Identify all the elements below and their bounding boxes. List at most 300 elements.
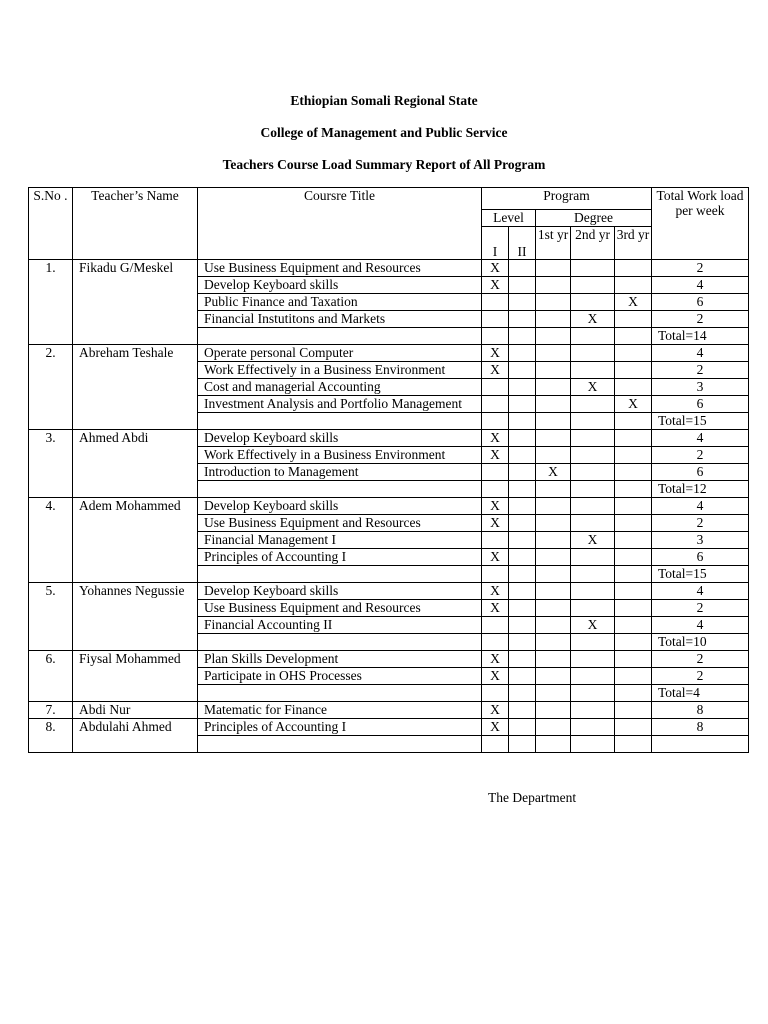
program-mark-cell-y3 bbox=[615, 430, 652, 447]
program-mark-cell-i bbox=[482, 413, 509, 430]
sno-cell bbox=[29, 447, 73, 464]
program-mark-cell-ii bbox=[509, 498, 536, 515]
sno-cell bbox=[29, 668, 73, 685]
course-title-cell: Develop Keyboard skills bbox=[198, 277, 482, 294]
program-mark-cell-y3: X bbox=[615, 294, 652, 311]
program-mark-cell-y1 bbox=[536, 311, 571, 328]
program-mark-cell-y1 bbox=[536, 685, 571, 702]
program-mark-cell-i: X bbox=[482, 651, 509, 668]
program-mark-cell-y3 bbox=[615, 634, 652, 651]
sno-cell bbox=[29, 413, 73, 430]
program-mark-cell-y1 bbox=[536, 260, 571, 277]
course-title-cell: Financial Accounting II bbox=[198, 617, 482, 634]
course-title-cell bbox=[198, 566, 482, 583]
sno-cell bbox=[29, 600, 73, 617]
sno-cell bbox=[29, 294, 73, 311]
program-mark-cell-y1 bbox=[536, 277, 571, 294]
header-program: Program bbox=[482, 188, 652, 210]
teacher-name-cell bbox=[73, 481, 198, 498]
program-mark-cell-y1 bbox=[536, 617, 571, 634]
program-mark-cell-y1 bbox=[536, 736, 571, 753]
teacher-name-cell: Abdulahi Ahmed bbox=[73, 719, 198, 736]
teacher-name-cell bbox=[73, 447, 198, 464]
program-mark-cell-ii bbox=[509, 532, 536, 549]
program-mark-cell-y2 bbox=[571, 277, 615, 294]
course-title-cell: Cost and managerial Accounting bbox=[198, 379, 482, 396]
program-mark-cell-y2: X bbox=[571, 311, 615, 328]
program-mark-cell-i bbox=[482, 464, 509, 481]
program-mark-cell-ii bbox=[509, 396, 536, 413]
program-mark-cell-y3 bbox=[615, 260, 652, 277]
table-row bbox=[29, 362, 749, 379]
table-row bbox=[29, 311, 749, 328]
sno-cell: 8. bbox=[29, 719, 73, 736]
course-load-table bbox=[28, 187, 749, 753]
program-mark-cell-y2 bbox=[571, 736, 615, 753]
program-mark-cell-ii bbox=[509, 481, 536, 498]
program-mark-cell-y3 bbox=[615, 362, 652, 379]
program-mark-cell-y3 bbox=[615, 583, 652, 600]
program-mark-cell-y2: X bbox=[571, 617, 615, 634]
total-load-cell: Total=10 bbox=[652, 634, 749, 651]
program-mark-cell-i bbox=[482, 311, 509, 328]
program-mark-cell-y1 bbox=[536, 430, 571, 447]
teacher-name-cell bbox=[73, 379, 198, 396]
program-mark-cell-ii bbox=[509, 294, 536, 311]
sno-cell bbox=[29, 362, 73, 379]
program-mark-cell-i: X bbox=[482, 549, 509, 566]
header-2nd-yr: 2nd yr bbox=[571, 227, 615, 260]
program-mark-cell-y2 bbox=[571, 566, 615, 583]
program-mark-cell-y3: X bbox=[615, 396, 652, 413]
work-load-cell: 8 bbox=[652, 702, 749, 719]
program-mark-cell-ii bbox=[509, 345, 536, 362]
work-load-cell bbox=[652, 736, 749, 753]
sno-cell: 7. bbox=[29, 702, 73, 719]
program-mark-cell-y1 bbox=[536, 413, 571, 430]
program-mark-cell-ii bbox=[509, 464, 536, 481]
program-mark-cell-i bbox=[482, 532, 509, 549]
course-title-cell: Participate in OHS Processes bbox=[198, 668, 482, 685]
program-mark-cell-y2 bbox=[571, 447, 615, 464]
teacher-name-cell bbox=[73, 549, 198, 566]
course-title-cell bbox=[198, 736, 482, 753]
total-row bbox=[29, 328, 749, 345]
program-mark-cell-i bbox=[482, 634, 509, 651]
work-load-cell: 6 bbox=[652, 549, 749, 566]
course-title-cell bbox=[198, 413, 482, 430]
program-mark-cell-ii bbox=[509, 379, 536, 396]
sno-cell bbox=[29, 549, 73, 566]
work-load-cell: 6 bbox=[652, 396, 749, 413]
table-row bbox=[29, 515, 749, 532]
program-mark-cell-y3 bbox=[615, 515, 652, 532]
program-mark-cell-i: X bbox=[482, 719, 509, 736]
program-mark-cell-y2 bbox=[571, 515, 615, 532]
sno-cell bbox=[29, 566, 73, 583]
teacher-name-cell bbox=[73, 294, 198, 311]
program-mark-cell-y1 bbox=[536, 549, 571, 566]
program-mark-cell-ii bbox=[509, 668, 536, 685]
program-mark-cell-ii bbox=[509, 702, 536, 719]
report-title: Teachers Course Load Summary Report of All Program bbox=[222, 157, 546, 172]
program-mark-cell-y3 bbox=[615, 447, 652, 464]
program-mark-cell-i bbox=[482, 481, 509, 498]
table-row bbox=[29, 277, 749, 294]
teacher-name-cell bbox=[73, 311, 198, 328]
course-title-cell: Develop Keyboard skills bbox=[198, 430, 482, 447]
program-mark-cell-i: X bbox=[482, 447, 509, 464]
header-course-title: Coursre Title bbox=[198, 188, 482, 260]
work-load-cell: 3 bbox=[652, 532, 749, 549]
program-mark-cell-ii bbox=[509, 430, 536, 447]
course-title-cell: Develop Keyboard skills bbox=[198, 498, 482, 515]
header-3rd-yr: 3rd yr bbox=[615, 227, 652, 260]
program-mark-cell-i: X bbox=[482, 583, 509, 600]
program-mark-cell-ii bbox=[509, 447, 536, 464]
program-mark-cell-y3 bbox=[615, 651, 652, 668]
teacher-name-cell bbox=[73, 328, 198, 345]
program-mark-cell-y1 bbox=[536, 362, 571, 379]
program-mark-cell-y1 bbox=[536, 515, 571, 532]
teacher-name-cell bbox=[73, 277, 198, 294]
teacher-name-cell bbox=[73, 566, 198, 583]
program-mark-cell-ii bbox=[509, 549, 536, 566]
header-teacher-name: Teacher’s Name bbox=[73, 188, 198, 260]
total-row bbox=[29, 481, 749, 498]
program-mark-cell-ii bbox=[509, 719, 536, 736]
sno-cell bbox=[29, 685, 73, 702]
program-mark-cell-y3 bbox=[615, 549, 652, 566]
program-mark-cell-y2 bbox=[571, 549, 615, 566]
work-load-cell: 8 bbox=[652, 719, 749, 736]
table-row bbox=[29, 430, 749, 447]
program-mark-cell-y1 bbox=[536, 719, 571, 736]
work-load-cell: 4 bbox=[652, 617, 749, 634]
program-mark-cell-y1 bbox=[536, 345, 571, 362]
program-mark-cell-y2 bbox=[571, 600, 615, 617]
table-row bbox=[29, 379, 749, 396]
total-row bbox=[29, 413, 749, 430]
sno-cell bbox=[29, 328, 73, 345]
program-mark-cell-i bbox=[482, 736, 509, 753]
program-mark-cell-ii bbox=[509, 413, 536, 430]
teacher-name-cell bbox=[73, 617, 198, 634]
program-mark-cell-y1 bbox=[536, 634, 571, 651]
teacher-name-cell: Fikadu G/Meskel bbox=[73, 260, 198, 277]
program-mark-cell-y2 bbox=[571, 413, 615, 430]
total-load-cell: Total=15 bbox=[652, 413, 749, 430]
program-mark-cell-i: X bbox=[482, 515, 509, 532]
table-row bbox=[29, 736, 749, 753]
program-mark-cell-y3 bbox=[615, 532, 652, 549]
program-mark-cell-y3 bbox=[615, 600, 652, 617]
course-title-cell: Public Finance and Taxation bbox=[198, 294, 482, 311]
course-title-cell: Use Business Equipment and Resources bbox=[198, 260, 482, 277]
work-load-cell: 2 bbox=[652, 668, 749, 685]
footer-signature: The Department bbox=[488, 790, 577, 805]
table-row bbox=[29, 447, 749, 464]
table-body bbox=[29, 260, 749, 753]
table-row bbox=[29, 702, 749, 719]
header-level-ii: II bbox=[509, 227, 536, 260]
program-mark-cell-y2 bbox=[571, 498, 615, 515]
program-mark-cell-y1 bbox=[536, 498, 571, 515]
table-row bbox=[29, 464, 749, 481]
program-mark-cell-ii bbox=[509, 515, 536, 532]
program-mark-cell-i bbox=[482, 617, 509, 634]
program-mark-cell-y2 bbox=[571, 396, 615, 413]
program-mark-cell-y2 bbox=[571, 430, 615, 447]
program-mark-cell-y2 bbox=[571, 634, 615, 651]
course-title-cell: Investment Analysis and Portfolio Management bbox=[198, 396, 482, 413]
course-title-cell: Use Business Equipment and Resources bbox=[198, 600, 482, 617]
sno-cell bbox=[29, 736, 73, 753]
course-title-cell: Work Effectively in a Business Environment bbox=[198, 447, 482, 464]
program-mark-cell-y1 bbox=[536, 396, 571, 413]
teacher-name-cell bbox=[73, 532, 198, 549]
work-load-cell: 4 bbox=[652, 430, 749, 447]
program-mark-cell-y2 bbox=[571, 345, 615, 362]
sno-cell bbox=[29, 379, 73, 396]
program-mark-cell-y1 bbox=[536, 583, 571, 600]
header-level: Level bbox=[482, 210, 536, 227]
work-load-cell: 2 bbox=[652, 260, 749, 277]
program-mark-cell-i: X bbox=[482, 498, 509, 515]
program-mark-cell-y1 bbox=[536, 328, 571, 345]
program-mark-cell-y2 bbox=[571, 583, 615, 600]
program-mark-cell-ii bbox=[509, 277, 536, 294]
sno-cell: 5. bbox=[29, 583, 73, 600]
teacher-name-cell bbox=[73, 600, 198, 617]
course-title-cell: Operate personal Computer bbox=[198, 345, 482, 362]
program-mark-cell-y3 bbox=[615, 413, 652, 430]
program-mark-cell-i bbox=[482, 566, 509, 583]
work-load-cell: 2 bbox=[652, 600, 749, 617]
teacher-name-cell bbox=[73, 362, 198, 379]
work-load-cell: 4 bbox=[652, 345, 749, 362]
program-mark-cell-ii bbox=[509, 617, 536, 634]
program-mark-cell-i bbox=[482, 379, 509, 396]
sno-cell bbox=[29, 464, 73, 481]
teacher-name-cell bbox=[73, 464, 198, 481]
program-mark-cell-y1 bbox=[536, 668, 571, 685]
program-mark-cell-i bbox=[482, 328, 509, 345]
total-row bbox=[29, 566, 749, 583]
course-title-cell: Matematic for Finance bbox=[198, 702, 482, 719]
program-mark-cell-i: X bbox=[482, 430, 509, 447]
course-title-cell bbox=[198, 634, 482, 651]
teacher-name-cell bbox=[73, 634, 198, 651]
program-mark-cell-y1: X bbox=[536, 464, 571, 481]
course-title-cell: Work Effectively in a Business Environment bbox=[198, 362, 482, 379]
header-level-i: I bbox=[482, 227, 509, 260]
program-mark-cell-i: X bbox=[482, 362, 509, 379]
header-1st-yr: 1st yr bbox=[536, 227, 571, 260]
course-title-cell bbox=[198, 481, 482, 498]
program-mark-cell-ii bbox=[509, 260, 536, 277]
course-title-cell: Introduction to Management bbox=[198, 464, 482, 481]
work-load-cell: 2 bbox=[652, 447, 749, 464]
college-title: College of Management and Public Service bbox=[260, 125, 508, 140]
program-mark-cell-y2: X bbox=[571, 532, 615, 549]
teacher-name-cell bbox=[73, 413, 198, 430]
program-mark-cell-y1 bbox=[536, 379, 571, 396]
total-load-cell: Total=12 bbox=[652, 481, 749, 498]
header-degree: Degree bbox=[536, 210, 652, 227]
teacher-name-cell bbox=[73, 668, 198, 685]
sno-cell: 4. bbox=[29, 498, 73, 515]
table-row bbox=[29, 396, 749, 413]
program-mark-cell-y3 bbox=[615, 311, 652, 328]
course-title-cell bbox=[198, 685, 482, 702]
program-mark-cell-ii bbox=[509, 362, 536, 379]
program-mark-cell-i: X bbox=[482, 600, 509, 617]
table-row bbox=[29, 583, 749, 600]
work-load-cell: 3 bbox=[652, 379, 749, 396]
teacher-name-cell: Abreham Teshale bbox=[73, 345, 198, 362]
program-mark-cell-y2 bbox=[571, 685, 615, 702]
work-load-cell: 6 bbox=[652, 294, 749, 311]
program-mark-cell-ii bbox=[509, 583, 536, 600]
work-load-cell: 2 bbox=[652, 362, 749, 379]
program-mark-cell-y2 bbox=[571, 481, 615, 498]
program-mark-cell-y2 bbox=[571, 668, 615, 685]
teacher-name-cell: Yohannes Negussie bbox=[73, 583, 198, 600]
course-title-cell: Financial Instutitons and Markets bbox=[198, 311, 482, 328]
course-title-cell: Use Business Equipment and Resources bbox=[198, 515, 482, 532]
program-mark-cell-y2 bbox=[571, 702, 615, 719]
program-mark-cell-y3 bbox=[615, 702, 652, 719]
table-row bbox=[29, 549, 749, 566]
program-mark-cell-y2 bbox=[571, 328, 615, 345]
teacher-name-cell: Adem Mohammed bbox=[73, 498, 198, 515]
table-row bbox=[29, 719, 749, 736]
program-mark-cell-i: X bbox=[482, 260, 509, 277]
program-mark-cell-ii bbox=[509, 736, 536, 753]
header-total-work-load: Total Work load per week bbox=[652, 188, 749, 260]
table-row bbox=[29, 617, 749, 634]
program-mark-cell-y3 bbox=[615, 685, 652, 702]
program-mark-cell-y2 bbox=[571, 651, 615, 668]
table-row bbox=[29, 345, 749, 362]
program-mark-cell-i: X bbox=[482, 345, 509, 362]
sno-cell bbox=[29, 617, 73, 634]
table-row bbox=[29, 294, 749, 311]
program-mark-cell-y3 bbox=[615, 481, 652, 498]
course-title-cell bbox=[198, 328, 482, 345]
program-mark-cell-ii bbox=[509, 566, 536, 583]
program-mark-cell-y1 bbox=[536, 532, 571, 549]
program-mark-cell-i: X bbox=[482, 702, 509, 719]
program-mark-cell-y3 bbox=[615, 328, 652, 345]
program-mark-cell-ii bbox=[509, 311, 536, 328]
program-mark-cell-y3 bbox=[615, 736, 652, 753]
program-mark-cell-ii bbox=[509, 328, 536, 345]
teacher-name-cell: Abdi Nur bbox=[73, 702, 198, 719]
course-title-cell: Financial Management I bbox=[198, 532, 482, 549]
program-mark-cell-y3 bbox=[615, 345, 652, 362]
program-mark-cell-i bbox=[482, 685, 509, 702]
sno-cell: 6. bbox=[29, 651, 73, 668]
program-mark-cell-ii bbox=[509, 600, 536, 617]
table-row bbox=[29, 668, 749, 685]
work-load-cell: 4 bbox=[652, 583, 749, 600]
program-mark-cell-y3 bbox=[615, 379, 652, 396]
program-mark-cell-y3 bbox=[615, 719, 652, 736]
work-load-cell: 4 bbox=[652, 277, 749, 294]
total-load-cell: Total=4 bbox=[652, 685, 749, 702]
program-mark-cell-y3 bbox=[615, 498, 652, 515]
sno-cell: 2. bbox=[29, 345, 73, 362]
program-mark-cell-y1 bbox=[536, 447, 571, 464]
work-load-cell: 2 bbox=[652, 311, 749, 328]
program-mark-cell-i bbox=[482, 294, 509, 311]
teacher-name-cell bbox=[73, 685, 198, 702]
program-mark-cell-y2 bbox=[571, 362, 615, 379]
program-mark-cell-y3 bbox=[615, 277, 652, 294]
table-row bbox=[29, 600, 749, 617]
program-mark-cell-y1 bbox=[536, 566, 571, 583]
work-load-cell: 6 bbox=[652, 464, 749, 481]
work-load-cell: 2 bbox=[652, 651, 749, 668]
total-load-cell: Total=14 bbox=[652, 328, 749, 345]
program-mark-cell-ii bbox=[509, 651, 536, 668]
total-load-cell: Total=15 bbox=[652, 566, 749, 583]
teacher-name-cell bbox=[73, 396, 198, 413]
program-mark-cell-y1 bbox=[536, 294, 571, 311]
sno-cell bbox=[29, 532, 73, 549]
program-mark-cell-y1 bbox=[536, 481, 571, 498]
header-sno: S.No . bbox=[29, 188, 73, 260]
program-mark-cell-i bbox=[482, 396, 509, 413]
teacher-name-cell: Ahmed Abdi bbox=[73, 430, 198, 447]
sno-cell bbox=[29, 515, 73, 532]
teacher-name-cell bbox=[73, 515, 198, 532]
sno-cell: 1. bbox=[29, 260, 73, 277]
course-title-cell: Principles of Accounting I bbox=[198, 719, 482, 736]
program-mark-cell-ii bbox=[509, 634, 536, 651]
program-mark-cell-y1 bbox=[536, 702, 571, 719]
program-mark-cell-y1 bbox=[536, 600, 571, 617]
sno-cell bbox=[29, 481, 73, 498]
program-mark-cell-y1 bbox=[536, 651, 571, 668]
total-row bbox=[29, 634, 749, 651]
work-load-cell: 2 bbox=[652, 515, 749, 532]
program-mark-cell-y3 bbox=[615, 668, 652, 685]
program-mark-cell-y2 bbox=[571, 464, 615, 481]
teacher-name-cell: Fiysal Mohammed bbox=[73, 651, 198, 668]
program-mark-cell-y2: X bbox=[571, 379, 615, 396]
sno-cell bbox=[29, 277, 73, 294]
program-mark-cell-i: X bbox=[482, 277, 509, 294]
sno-cell bbox=[29, 311, 73, 328]
program-mark-cell-y2 bbox=[571, 719, 615, 736]
region-title: Ethiopian Somali Regional State bbox=[290, 93, 478, 108]
sno-cell: 3. bbox=[29, 430, 73, 447]
course-title-cell: Plan Skills Development bbox=[198, 651, 482, 668]
program-mark-cell-y3 bbox=[615, 617, 652, 634]
course-title-cell: Develop Keyboard skills bbox=[198, 583, 482, 600]
table-row bbox=[29, 532, 749, 549]
table-row bbox=[29, 651, 749, 668]
program-mark-cell-y3 bbox=[615, 464, 652, 481]
table-row bbox=[29, 498, 749, 515]
teacher-name-cell bbox=[73, 736, 198, 753]
total-row bbox=[29, 685, 749, 702]
work-load-cell: 4 bbox=[652, 498, 749, 515]
sno-cell bbox=[29, 634, 73, 651]
